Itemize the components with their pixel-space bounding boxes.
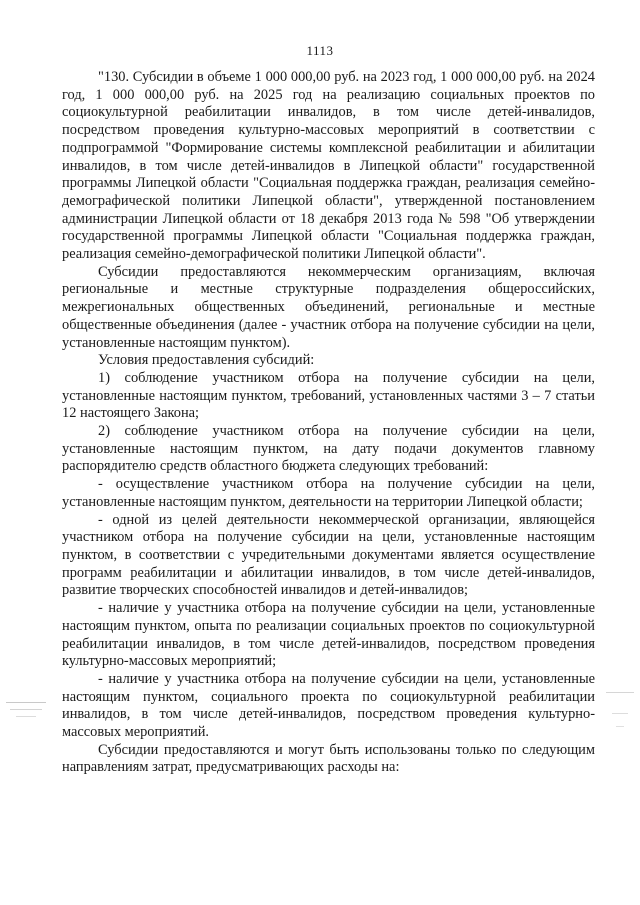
paragraph-recipients: Субсидии предоставляются некоммерческим организациям, включая региональные и местные структурные подразделения общероссийских, межрегиональных общественных объединений, региональные и местные общественные объединения (далее - участник отбора на получение субсидии на цели, установленные настоящим пунктом).	[62, 263, 595, 351]
paragraph-expense-directions: Субсидии предоставляются и могут быть использованы только по следующим направлениям затрат, предусматривающих расходы на:	[62, 741, 595, 776]
paragraph-condition-1: 1) соблюдение участником отбора на получение субсидии на цели, установленные настоящим пунктом, требований, установленных частями 3 – 7 статьи 12 настоящего Закона;	[62, 369, 595, 422]
paragraph-requirement-experience: - наличие у участника отбора на получение субсидии на цели, установленные настоящим пунктом, опыта по реализации социальных проектов по социокультурной реабилитации инвалидов, в том числе детей-инвалидов, посредством проведения культурно-массовых мероприятий;	[62, 600, 595, 670]
document-body	[62, 69, 595, 777]
scan-artifact-left	[6, 700, 46, 723]
paragraph-requirement-goals: - одной из целей деятельности некоммерческой организации, являющейся участником отбора на получение субсидии на цели, установленные настоящим пунктом, в соответствии с учредительными документами является осуществление программ реабилитации и абилитации инвалидов, в том числе детей-инвалидов, развитие творческих способностей инвалидов и детей-инвалидов;	[62, 511, 595, 599]
paragraph-conditions-heading: Условия предоставления субсидий:	[98, 352, 315, 369]
paragraph-requirement-project: - наличие у участника отбора на получение субсидии на цели, установленные настоящим пунктом, социального проекта по социокультурной реабилитации инвалидов, в том числе детей-инвалидов, посредством проведения культурно-массовых мероприятий.	[62, 670, 595, 741]
paragraph-subsidy-130: "130. Субсидии в объеме 1 000 000,00 руб. на 2023 год, 1 000 000,00 руб. на 2024 год, 1 000 000,00 руб. на 2025 год на реализацию социальных проектов по социокультурной реабилитации инвалидов, в том числе детей-инвалидов, посредством проведения культурно-массовых мероприятий в соответствии с подпрограммой "Формирование системы комплексной реабилитации и абилитации инвалидов, в том числе детей-инвалидов в Липецкой области" государственной программы Липецкой области "Социальная поддержка граждан, реализация семейно-демографической политики Липецкой области", утвержденной постановлением администрации Липецкой области от 18 декабря 2013 года № 598 "Об утверждении государственной программы Липецкой области "Социальная поддержка граждан, реализация семейно-демографической политики Липецкой области".	[62, 69, 595, 263]
page-number: 1113	[306, 43, 334, 58]
paragraph-requirement-territory: - осуществление участником отбора на получение субсидии на цели, установленные настоящим пунктом, деятельности на территории Липецкой области;	[62, 476, 595, 510]
paragraph-condition-2: 2) соблюдение участником отбора на получение субсидии на цели, установленные настоящим пунктом, на дату подачи документов главному распорядителю средств областного бюджета следующих требований:	[62, 423, 595, 475]
scan-artifact-right	[606, 690, 634, 727]
